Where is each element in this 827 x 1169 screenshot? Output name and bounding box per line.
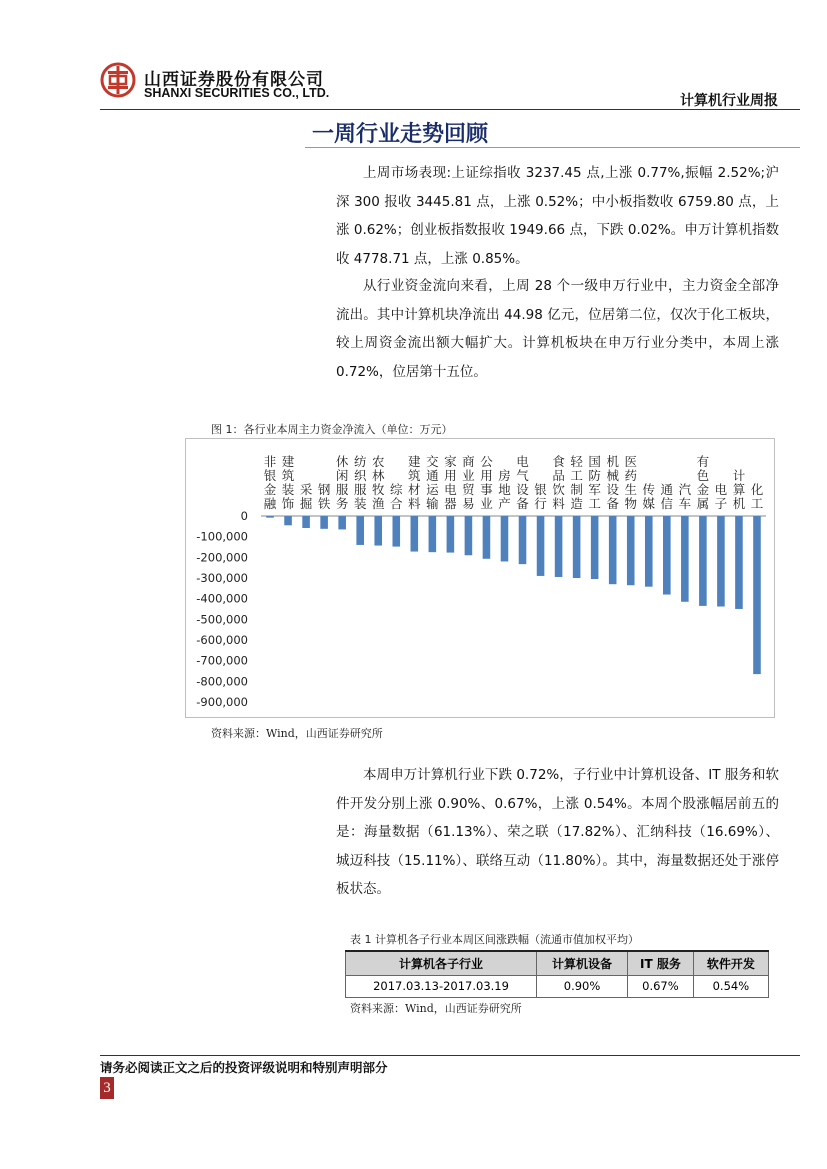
chart-bar bbox=[717, 516, 725, 607]
x-tick-label: 家用电器 bbox=[444, 454, 457, 511]
x-tick-label: 通信 bbox=[660, 482, 674, 511]
chart-bar bbox=[447, 516, 455, 553]
y-tick-label: -300,000 bbox=[196, 571, 248, 585]
chart-bar bbox=[465, 516, 473, 555]
table-cell: 0.67% bbox=[628, 975, 694, 997]
chart-bar bbox=[429, 516, 437, 552]
table-cell: 2017.03.13-2017.03.19 bbox=[346, 975, 537, 997]
y-tick-label: -800,000 bbox=[196, 674, 248, 689]
chart-bar bbox=[483, 516, 491, 559]
x-tick-label: 建筑材料 bbox=[408, 454, 421, 511]
x-tick-label: 计算机 bbox=[732, 468, 746, 511]
x-tick-label: 有色金属 bbox=[696, 454, 710, 511]
x-tick-label: 食品饮料 bbox=[552, 454, 565, 511]
chart-bar bbox=[681, 516, 689, 602]
y-tick-label: -700,000 bbox=[196, 653, 248, 668]
x-tick-label: 采掘 bbox=[299, 482, 313, 511]
company-name-cn: 山西证券股份有限公司 bbox=[144, 70, 324, 90]
x-tick-label: 综合 bbox=[390, 482, 403, 511]
section-title-divider bbox=[305, 147, 800, 148]
x-tick-label: 公用事业 bbox=[480, 454, 493, 511]
x-tick-label: 休闲服务 bbox=[335, 454, 349, 511]
x-tick-label: 农林牧渔 bbox=[371, 454, 385, 511]
chart-bar bbox=[302, 516, 310, 528]
fund-flow-chart-svg bbox=[186, 439, 776, 719]
x-tick-label: 非银金融 bbox=[263, 454, 277, 511]
subindustry-table bbox=[345, 950, 769, 998]
chart-bar bbox=[356, 516, 364, 545]
x-tick-label: 商业贸易 bbox=[462, 454, 475, 511]
x-tick-label: 国防军工 bbox=[588, 454, 601, 511]
chart-bar bbox=[501, 516, 509, 561]
chart-bar bbox=[735, 516, 743, 609]
y-tick-label: -600,000 bbox=[196, 633, 248, 647]
section-title: 一周行业走势回顾 bbox=[312, 122, 489, 147]
x-tick-label: 钢铁 bbox=[317, 482, 331, 511]
paragraph-text: 上周市场表现:上证综指收 3237.45 点,上涨 0.77%,振幅 2.52%;沪深 300 报收 3445.81 点，上涨 0.52%；中小板指数收 6759.80 点，上涨 0.62%；创业板指数报收 1949.66 点，下跌 0.02%。申万计算机指数收 4778.71 点，上涨 0.85%。 bbox=[336, 165, 779, 267]
y-tick-label: -200,000 bbox=[196, 550, 248, 565]
y-tick-label: -100,000 bbox=[196, 529, 248, 544]
table-cell: 0.54% bbox=[693, 975, 768, 997]
company-name-en: SHANXI SECURITIES CO., LTD. bbox=[144, 86, 330, 100]
y-tick-label: 0 bbox=[240, 509, 248, 523]
chart-bar bbox=[645, 516, 653, 587]
chart-bar bbox=[555, 516, 563, 577]
chart-bar bbox=[753, 516, 761, 674]
chart-bar bbox=[519, 516, 527, 564]
x-tick-label: 电气设备 bbox=[516, 454, 529, 511]
chart-bar bbox=[411, 516, 419, 552]
paragraph-text: 本周申万计算机行业下跌 0.72%，子行业中计算机设备、IT 服务和软件开发分别上涨 0.90%、0.67%，上涨 0.54%。本周个股涨幅居前五的是：海量数据（61.13%）、荣之联（17.82%）、汇纳科技（16.69%）、城迈科技（15.11%）、联络互动（11.80%）。其中，海量数据还处于涨停板状态。 bbox=[336, 767, 779, 897]
table-header-row bbox=[346, 951, 769, 975]
x-tick-label: 交通运输 bbox=[426, 454, 439, 511]
chart-bar bbox=[573, 516, 581, 578]
x-tick-label: 医药生物 bbox=[624, 454, 637, 511]
chart-bar bbox=[392, 516, 400, 547]
chart-bar bbox=[266, 516, 274, 518]
page-header bbox=[100, 62, 800, 110]
x-tick-label: 电子 bbox=[714, 482, 728, 511]
chart-bar bbox=[320, 516, 328, 529]
figure-caption: 图 1：各行业本周主力资金净流入（单位：万元） bbox=[211, 423, 453, 436]
chart-bar bbox=[338, 516, 346, 529]
table-cell: 0.90% bbox=[537, 975, 628, 997]
chart-bar bbox=[591, 516, 599, 579]
footer-disclaimer: 请务必阅读正文之后的投资评级说明和特别声明部分 bbox=[100, 1060, 388, 1075]
table-caption: 表 1 计算机各子行业本周区间涨跌幅（流通市值加权平均） bbox=[350, 933, 639, 946]
x-tick-label: 轻工制造 bbox=[570, 454, 583, 511]
x-tick-label: 化工 bbox=[750, 482, 764, 511]
chart-bar bbox=[699, 516, 707, 606]
x-tick-label: 机械设备 bbox=[606, 454, 619, 511]
x-tick-label: 传媒 bbox=[642, 482, 656, 511]
fund-flow-paragraph bbox=[336, 272, 779, 386]
chart-bar bbox=[663, 516, 671, 595]
table-header-cell: 软件开发 bbox=[693, 951, 768, 975]
report-name: 计算机行业周报 bbox=[680, 93, 778, 109]
table-header-cell: IT 服务 bbox=[628, 951, 694, 975]
subindustry-paragraph bbox=[336, 761, 779, 904]
y-tick-label: -500,000 bbox=[196, 612, 248, 627]
table-row bbox=[346, 975, 769, 997]
fund-flow-chart bbox=[185, 438, 775, 718]
footer-divider bbox=[100, 1055, 800, 1056]
x-tick-label: 银行 bbox=[534, 482, 547, 511]
chart-bar bbox=[609, 516, 617, 584]
chart-bar bbox=[374, 516, 382, 546]
x-tick-label: 汽车 bbox=[678, 482, 692, 511]
table-header-cell: 计算机各子行业 bbox=[346, 951, 537, 975]
company-logo-icon bbox=[100, 62, 136, 98]
market-performance-paragraph bbox=[336, 159, 779, 273]
chart-bar bbox=[627, 516, 635, 585]
paragraph-text: 从行业资金流向来看，上周 28 个一级申万行业中，主力资金全部净流出。其中计算机块净流出 44.98 亿元，位居第二位，仅次于化工板块，较上周资金流出额大幅扩大。计算机板块在申万行业分类中，本周上涨 0.72%，位居第十五位。 bbox=[336, 278, 779, 380]
chart-bar bbox=[537, 516, 545, 576]
header-divider bbox=[100, 109, 800, 110]
x-tick-label: 房地产 bbox=[498, 468, 511, 511]
y-tick-label: -900,000 bbox=[196, 695, 248, 709]
page-number: 3 bbox=[100, 1077, 114, 1099]
table-source: 资料来源：Wind，山西证券研究所 bbox=[350, 1002, 522, 1015]
x-tick-label: 纺织服装 bbox=[353, 454, 367, 511]
table-header-cell: 计算机设备 bbox=[537, 951, 628, 975]
figure-source: 资料来源：Wind，山西证券研究所 bbox=[211, 727, 383, 740]
chart-bar bbox=[284, 516, 292, 525]
x-tick-label: 建筑装饰 bbox=[281, 454, 295, 511]
y-tick-label: -400,000 bbox=[196, 591, 248, 606]
